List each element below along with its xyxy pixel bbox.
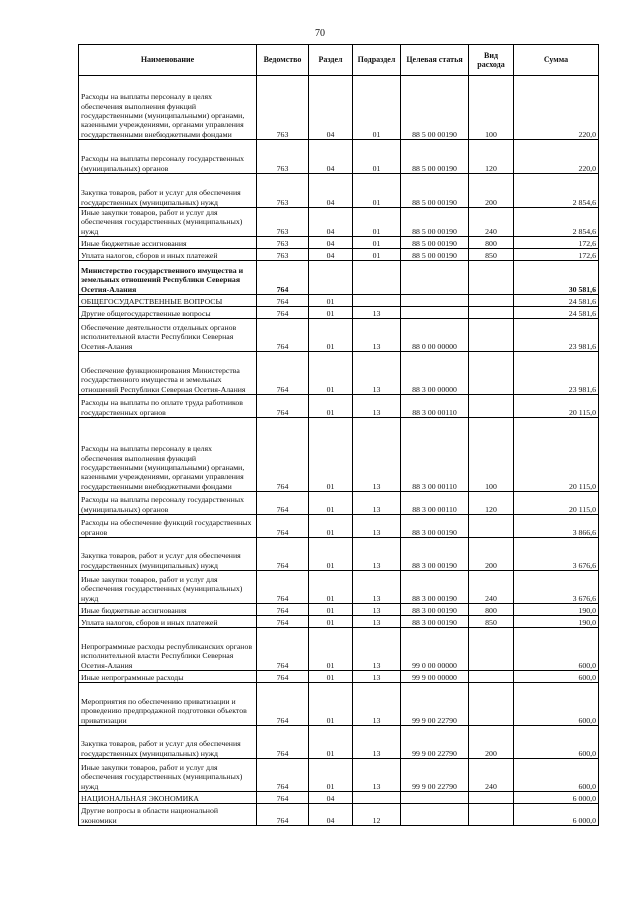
cell-vid bbox=[469, 307, 514, 319]
table-row bbox=[79, 249, 599, 261]
cell-sum: 24 581,6 bbox=[514, 295, 599, 307]
cell-sum: 6 000,0 bbox=[514, 804, 599, 826]
cell-statya: 88 3 00 00190 bbox=[401, 616, 469, 628]
cell-vedomstvo: 764 bbox=[257, 759, 309, 792]
table-row bbox=[79, 319, 599, 352]
cell-statya: 99 9 00 00000 bbox=[401, 671, 469, 683]
cell-podrazdel: 01 bbox=[353, 237, 401, 249]
cell-name: Другие общегосударственные вопросы bbox=[79, 307, 257, 319]
cell-name: Мероприятия по обеспечению приватизации и проведению предпродажной подготовки объектов приватизации bbox=[79, 683, 257, 726]
cell-razdel: 01 bbox=[309, 352, 353, 395]
table-row bbox=[79, 616, 599, 628]
cell-name: Расходы на выплаты персоналу в целях обеспечения выполнения функций государственными (муниципальными) органами, казенными учреждениями, органами управления государственными внебюджетными фондами bbox=[79, 76, 257, 140]
cell-podrazdel: 12 bbox=[353, 804, 401, 826]
cell-podrazdel: 13 bbox=[353, 759, 401, 792]
header-sum: Сумма bbox=[514, 45, 599, 76]
cell-name: Министерство государственного имущества и земельных отношений Республики Северная Осетия-Алания bbox=[79, 261, 257, 295]
table-row bbox=[79, 295, 599, 307]
cell-statya: 88 3 00 00110 bbox=[401, 395, 469, 418]
cell-sum: 20 115,0 bbox=[514, 492, 599, 515]
cell-name: Иные бюджетные ассигнования bbox=[79, 237, 257, 249]
header-vedomstvo: Ведомство bbox=[257, 45, 309, 76]
cell-razdel: 04 bbox=[309, 208, 353, 237]
cell-vedomstvo: 764 bbox=[257, 571, 309, 604]
cell-vid bbox=[469, 319, 514, 352]
cell-sum: 600,0 bbox=[514, 683, 599, 726]
cell-razdel: 04 bbox=[309, 174, 353, 208]
cell-vid bbox=[469, 352, 514, 395]
cell-vedomstvo: 764 bbox=[257, 307, 309, 319]
cell-vedomstvo: 763 bbox=[257, 174, 309, 208]
cell-name: Другие вопросы в области национальной экономики bbox=[79, 804, 257, 826]
cell-razdel: 01 bbox=[309, 418, 353, 492]
cell-podrazdel: 01 bbox=[353, 208, 401, 237]
table-row bbox=[79, 492, 599, 515]
cell-podrazdel bbox=[353, 261, 401, 295]
table-row bbox=[79, 804, 599, 826]
cell-vid bbox=[469, 395, 514, 418]
cell-vid: 200 bbox=[469, 726, 514, 759]
cell-statya: 88 3 00 00110 bbox=[401, 418, 469, 492]
cell-podrazdel: 13 bbox=[353, 418, 401, 492]
header-name: Наименование bbox=[79, 45, 257, 76]
cell-sum: 190,0 bbox=[514, 604, 599, 616]
cell-razdel: 04 bbox=[309, 237, 353, 249]
cell-vedomstvo: 764 bbox=[257, 538, 309, 571]
table-row bbox=[79, 261, 599, 295]
cell-podrazdel: 13 bbox=[353, 628, 401, 671]
cell-podrazdel: 13 bbox=[353, 319, 401, 352]
cell-vid: 100 bbox=[469, 418, 514, 492]
cell-statya: 88 5 00 00190 bbox=[401, 76, 469, 140]
cell-razdel: 01 bbox=[309, 319, 353, 352]
cell-podrazdel bbox=[353, 792, 401, 804]
cell-podrazdel bbox=[353, 295, 401, 307]
cell-sum: 220,0 bbox=[514, 76, 599, 140]
cell-sum: 2 854,6 bbox=[514, 208, 599, 237]
cell-statya bbox=[401, 295, 469, 307]
cell-name: Расходы на выплаты персоналу государственных (муниципальных) органов bbox=[79, 492, 257, 515]
cell-podrazdel: 13 bbox=[353, 307, 401, 319]
cell-name: Уплата налогов, сборов и иных платежей bbox=[79, 249, 257, 261]
cell-name: Расходы на выплаты персоналу в целях обеспечения выполнения функций государственными (муниципальными) органами, казенными учреждениями, органами управления государственными внебюджетными фондами bbox=[79, 418, 257, 492]
cell-name: Расходы на выплаты по оплате труда работников государственных органов bbox=[79, 395, 257, 418]
table-row bbox=[79, 726, 599, 759]
cell-statya: 88 5 00 00190 bbox=[401, 237, 469, 249]
cell-sum: 600,0 bbox=[514, 759, 599, 792]
table-row bbox=[79, 237, 599, 249]
cell-statya: 88 3 00 00190 bbox=[401, 515, 469, 538]
cell-podrazdel: 13 bbox=[353, 571, 401, 604]
cell-statya bbox=[401, 261, 469, 295]
cell-name: Расходы на обеспечение функций государственных органов bbox=[79, 515, 257, 538]
cell-sum: 3 676,6 bbox=[514, 538, 599, 571]
cell-razdel: 01 bbox=[309, 395, 353, 418]
cell-name: Закупка товаров, работ и услуг для обеспечения государственных (муниципальных) нужд bbox=[79, 538, 257, 571]
cell-sum: 600,0 bbox=[514, 671, 599, 683]
cell-vedomstvo: 763 bbox=[257, 76, 309, 140]
cell-vedomstvo: 764 bbox=[257, 492, 309, 515]
cell-vid: 800 bbox=[469, 604, 514, 616]
cell-vid: 120 bbox=[469, 492, 514, 515]
cell-name: Иные закупки товаров, работ и услуг для обеспечения государственных (муниципальных) нужд bbox=[79, 759, 257, 792]
cell-vid bbox=[469, 683, 514, 726]
cell-vedomstvo: 764 bbox=[257, 726, 309, 759]
cell-sum: 30 581,6 bbox=[514, 261, 599, 295]
cell-razdel: 04 bbox=[309, 249, 353, 261]
cell-sum: 20 115,0 bbox=[514, 395, 599, 418]
cell-razdel: 01 bbox=[309, 726, 353, 759]
cell-vedomstvo: 764 bbox=[257, 295, 309, 307]
cell-razdel: 01 bbox=[309, 492, 353, 515]
cell-podrazdel: 01 bbox=[353, 140, 401, 174]
cell-podrazdel: 13 bbox=[353, 515, 401, 538]
table-row bbox=[79, 174, 599, 208]
cell-statya: 99 0 00 00000 bbox=[401, 628, 469, 671]
cell-vedomstvo: 764 bbox=[257, 319, 309, 352]
table-body bbox=[79, 76, 599, 826]
cell-razdel: 01 bbox=[309, 759, 353, 792]
cell-vedomstvo: 764 bbox=[257, 352, 309, 395]
cell-vid: 100 bbox=[469, 76, 514, 140]
cell-sum: 190,0 bbox=[514, 616, 599, 628]
cell-statya: 88 5 00 00190 bbox=[401, 174, 469, 208]
table-row bbox=[79, 395, 599, 418]
header-podrazdel: Подраздел bbox=[353, 45, 401, 76]
cell-razdel: 01 bbox=[309, 604, 353, 616]
table-row bbox=[79, 683, 599, 726]
cell-statya: 99 9 00 22790 bbox=[401, 759, 469, 792]
cell-vid bbox=[469, 792, 514, 804]
cell-sum: 172,6 bbox=[514, 249, 599, 261]
cell-vedomstvo: 763 bbox=[257, 140, 309, 174]
cell-vid: 850 bbox=[469, 249, 514, 261]
cell-podrazdel: 13 bbox=[353, 671, 401, 683]
cell-razdel: 01 bbox=[309, 307, 353, 319]
cell-razdel: 01 bbox=[309, 628, 353, 671]
cell-razdel: 01 bbox=[309, 538, 353, 571]
cell-name: Обеспечение деятельности отдельных органов исполнительной власти Республики Северная Осетия-Алания bbox=[79, 319, 257, 352]
cell-name: Иные непрограммные расходы bbox=[79, 671, 257, 683]
cell-statya: 99 9 00 22790 bbox=[401, 726, 469, 759]
cell-statya: 88 3 00 00190 bbox=[401, 571, 469, 604]
page-number: 70 bbox=[315, 28, 325, 39]
cell-vid: 850 bbox=[469, 616, 514, 628]
cell-razdel: 04 bbox=[309, 804, 353, 826]
cell-razdel bbox=[309, 261, 353, 295]
cell-vid bbox=[469, 671, 514, 683]
table-row bbox=[79, 307, 599, 319]
cell-statya bbox=[401, 804, 469, 826]
cell-podrazdel: 13 bbox=[353, 616, 401, 628]
header-razdel: Раздел bbox=[309, 45, 353, 76]
cell-podrazdel: 13 bbox=[353, 395, 401, 418]
table-row bbox=[79, 628, 599, 671]
cell-sum: 220,0 bbox=[514, 140, 599, 174]
cell-name: Иные закупки товаров, работ и услуг для обеспечения государственных (муниципальных) нужд bbox=[79, 571, 257, 604]
cell-vedomstvo: 764 bbox=[257, 261, 309, 295]
table-row bbox=[79, 352, 599, 395]
cell-name: Обеспечение функционирования Министерства государственного имущества и земельных отношений Республики Северная Осетия-Алания bbox=[79, 352, 257, 395]
cell-statya bbox=[401, 792, 469, 804]
cell-sum: 600,0 bbox=[514, 628, 599, 671]
table-row bbox=[79, 76, 599, 140]
cell-statya: 88 5 00 00190 bbox=[401, 208, 469, 237]
cell-vid bbox=[469, 515, 514, 538]
cell-vedomstvo: 763 bbox=[257, 237, 309, 249]
table-row bbox=[79, 515, 599, 538]
cell-podrazdel: 13 bbox=[353, 604, 401, 616]
cell-podrazdel: 13 bbox=[353, 683, 401, 726]
cell-vid: 800 bbox=[469, 237, 514, 249]
cell-vedomstvo: 764 bbox=[257, 683, 309, 726]
cell-vedomstvo: 764 bbox=[257, 395, 309, 418]
cell-vid: 240 bbox=[469, 571, 514, 604]
cell-vid: 200 bbox=[469, 174, 514, 208]
cell-razdel: 01 bbox=[309, 295, 353, 307]
cell-podrazdel: 01 bbox=[353, 76, 401, 140]
cell-razdel: 01 bbox=[309, 616, 353, 628]
cell-name: Непрограммные расходы республиканских органов исполнительной власти Республики Северная Осетия-Алания bbox=[79, 628, 257, 671]
cell-name: Расходы на выплаты персоналу государственных (муниципальных) органов bbox=[79, 140, 257, 174]
cell-sum: 23 981,6 bbox=[514, 352, 599, 395]
cell-vid: 240 bbox=[469, 208, 514, 237]
cell-vedomstvo: 764 bbox=[257, 604, 309, 616]
cell-sum: 20 115,0 bbox=[514, 418, 599, 492]
cell-name: Уплата налогов, сборов и иных платежей bbox=[79, 616, 257, 628]
cell-vedomstvo: 764 bbox=[257, 418, 309, 492]
cell-vedomstvo: 764 bbox=[257, 515, 309, 538]
table-row bbox=[79, 604, 599, 616]
table-row bbox=[79, 759, 599, 792]
table-row bbox=[79, 140, 599, 174]
cell-vedomstvo: 764 bbox=[257, 628, 309, 671]
cell-sum: 2 854,6 bbox=[514, 174, 599, 208]
header-statya: Целевая статья bbox=[401, 45, 469, 76]
cell-vid bbox=[469, 628, 514, 671]
cell-podrazdel: 13 bbox=[353, 538, 401, 571]
cell-name: Иные закупки товаров, работ и услуг для обеспечения государственных (муниципальных) нужд bbox=[79, 208, 257, 237]
cell-sum: 24 581,6 bbox=[514, 307, 599, 319]
cell-name: ОБЩЕГОСУДАРСТВЕННЫЕ ВОПРОСЫ bbox=[79, 295, 257, 307]
budget-table bbox=[78, 44, 599, 826]
cell-sum: 23 981,6 bbox=[514, 319, 599, 352]
cell-statya: 88 0 00 00000 bbox=[401, 319, 469, 352]
cell-sum: 600,0 bbox=[514, 726, 599, 759]
cell-podrazdel: 01 bbox=[353, 174, 401, 208]
cell-vid: 120 bbox=[469, 140, 514, 174]
cell-statya: 88 3 00 00000 bbox=[401, 352, 469, 395]
cell-name: Закупка товаров, работ и услуг для обеспечения государственных (муниципальных) нужд bbox=[79, 726, 257, 759]
table-row bbox=[79, 538, 599, 571]
cell-razdel: 01 bbox=[309, 683, 353, 726]
table-header-row bbox=[79, 45, 599, 76]
cell-razdel: 01 bbox=[309, 671, 353, 683]
cell-vedomstvo: 764 bbox=[257, 616, 309, 628]
cell-razdel: 01 bbox=[309, 571, 353, 604]
cell-statya: 88 5 00 00190 bbox=[401, 249, 469, 261]
cell-statya bbox=[401, 307, 469, 319]
cell-vid: 200 bbox=[469, 538, 514, 571]
cell-statya: 99 9 00 22790 bbox=[401, 683, 469, 726]
cell-vid bbox=[469, 804, 514, 826]
cell-vid: 240 bbox=[469, 759, 514, 792]
cell-statya: 88 5 00 00190 bbox=[401, 140, 469, 174]
cell-podrazdel: 13 bbox=[353, 492, 401, 515]
header-vid: Вид расхода bbox=[469, 45, 514, 76]
cell-vedomstvo: 763 bbox=[257, 208, 309, 237]
cell-vedomstvo: 764 bbox=[257, 804, 309, 826]
cell-vedomstvo: 764 bbox=[257, 792, 309, 804]
cell-sum: 6 000,0 bbox=[514, 792, 599, 804]
cell-podrazdel: 13 bbox=[353, 352, 401, 395]
cell-sum: 3 866,6 bbox=[514, 515, 599, 538]
cell-sum: 3 676,6 bbox=[514, 571, 599, 604]
cell-vid bbox=[469, 261, 514, 295]
cell-name: Иные бюджетные ассигнования bbox=[79, 604, 257, 616]
cell-vid bbox=[469, 295, 514, 307]
cell-razdel: 04 bbox=[309, 76, 353, 140]
cell-razdel: 04 bbox=[309, 792, 353, 804]
cell-podrazdel: 13 bbox=[353, 726, 401, 759]
table-row bbox=[79, 208, 599, 237]
cell-name: НАЦИОНАЛЬНАЯ ЭКОНОМИКА bbox=[79, 792, 257, 804]
table-row bbox=[79, 671, 599, 683]
cell-statya: 88 3 00 00190 bbox=[401, 604, 469, 616]
cell-statya: 88 3 00 00110 bbox=[401, 492, 469, 515]
cell-sum: 172,6 bbox=[514, 237, 599, 249]
table-row bbox=[79, 571, 599, 604]
table-row bbox=[79, 792, 599, 804]
cell-name: Закупка товаров, работ и услуг для обеспечения государственных (муниципальных) нужд bbox=[79, 174, 257, 208]
cell-podrazdel: 01 bbox=[353, 249, 401, 261]
cell-vedomstvo: 763 bbox=[257, 249, 309, 261]
table-row bbox=[79, 418, 599, 492]
cell-razdel: 01 bbox=[309, 515, 353, 538]
cell-statya: 88 3 00 00190 bbox=[401, 538, 469, 571]
cell-vedomstvo: 764 bbox=[257, 671, 309, 683]
cell-razdel: 04 bbox=[309, 140, 353, 174]
